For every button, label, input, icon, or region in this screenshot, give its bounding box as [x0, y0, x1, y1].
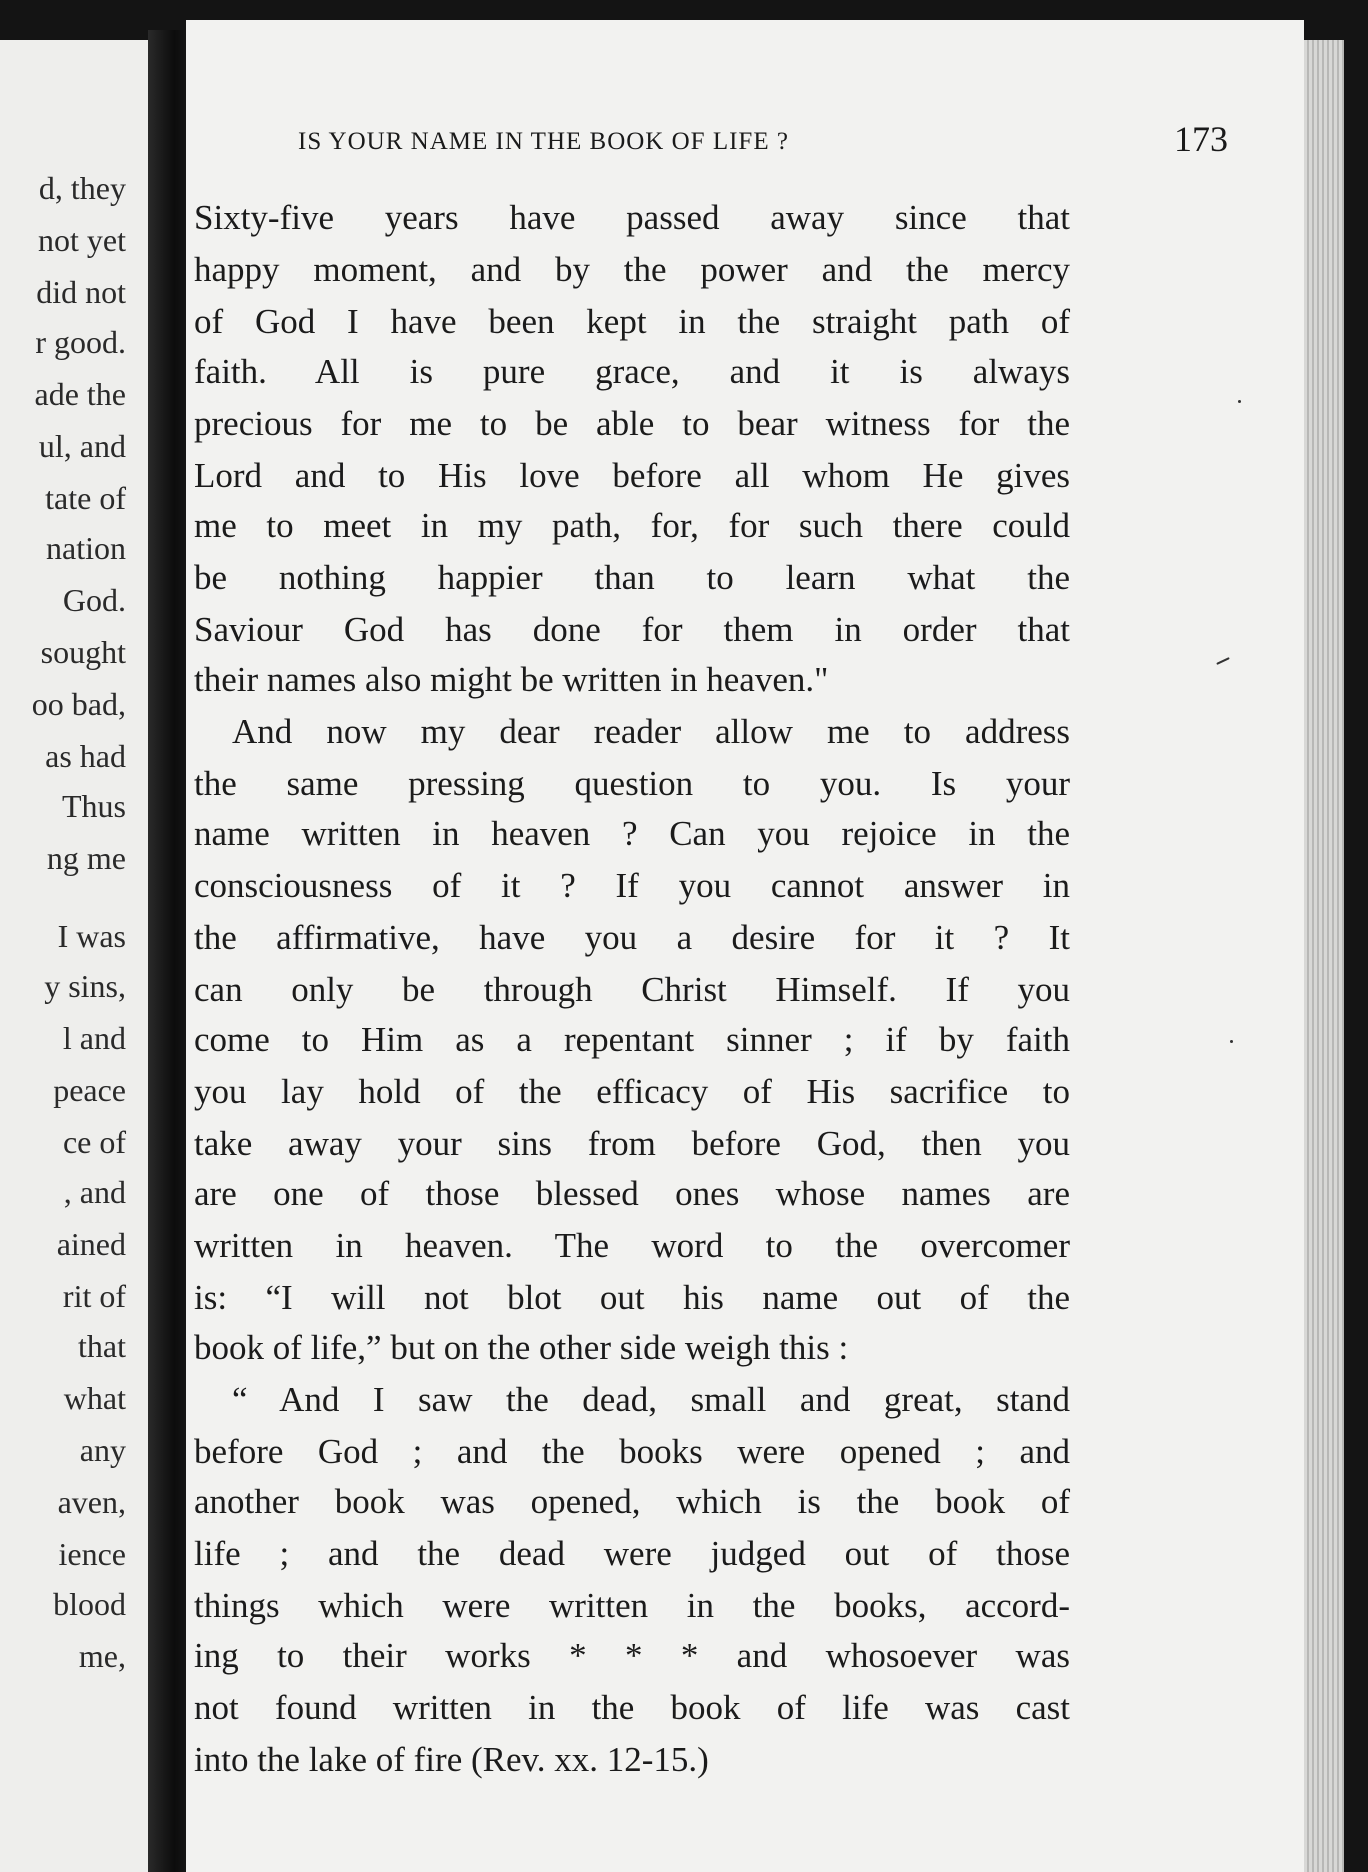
- body-line: written in heaven. The word to the overcomer: [194, 1226, 1070, 1265]
- body-line: you lay hold of the efficacy of His sacrifice to: [194, 1072, 1070, 1111]
- dust-speck: [1216, 657, 1230, 665]
- left-page-line: l and: [62, 1020, 126, 1056]
- body-line: “ And I saw the dead, small and great, stand: [232, 1380, 1070, 1419]
- body-line: into the lake of fire (Rev. xx. 12-15.): [194, 1740, 709, 1779]
- body-line: book of life,” but on the other side weigh this :: [194, 1328, 849, 1367]
- left-page-line: what: [63, 1380, 126, 1416]
- body-line: name written in heaven ? Can you rejoice in the: [194, 814, 1070, 853]
- left-page-line: blood: [53, 1586, 126, 1622]
- left-page-line: any: [79, 1432, 126, 1468]
- left-page-line: ce of: [62, 1124, 126, 1160]
- body-line: their names also might be written in heaven.": [194, 660, 829, 699]
- left-page-line: not yet: [38, 222, 126, 258]
- body-line: me to meet in my path, for, for such there could: [194, 506, 1070, 545]
- left-page-line: aven,: [57, 1484, 126, 1520]
- body-line: Lord and to His love before all whom He gives: [194, 456, 1070, 495]
- left-page-line: d, they: [38, 170, 126, 206]
- left-page-line: that: [78, 1328, 126, 1364]
- body-line: take away your sins from before God, then you: [194, 1124, 1070, 1163]
- page-header: [298, 116, 1258, 166]
- body-line: the same pressing question to you. Is your: [194, 764, 1070, 803]
- left-page-line: r good.: [35, 324, 126, 360]
- page-block-edge: [1304, 40, 1344, 1872]
- left-page-line: God.: [62, 582, 126, 618]
- left-facing-page: [0, 40, 150, 1872]
- body-line: Saviour God has done for them in order that: [194, 610, 1070, 649]
- body-line: are one of those blessed ones whose names are: [194, 1174, 1070, 1213]
- left-page-line: ul, and: [38, 428, 126, 464]
- left-page-line: y sins,: [44, 968, 126, 1004]
- left-page-line: sought: [40, 634, 126, 670]
- body-line: ing to their works * * * and whosoever was: [194, 1636, 1070, 1675]
- body-line: before God ; and the books were opened ; and: [194, 1432, 1070, 1471]
- body-line: of God I have been kept in the straight path of: [194, 302, 1070, 341]
- body-line: life ; and the dead were judged out of those: [194, 1534, 1070, 1573]
- right-page: [186, 20, 1304, 1872]
- left-page-line: tate of: [45, 480, 126, 516]
- left-page-line: oo bad,: [31, 686, 126, 722]
- body-line: faith. All is pure grace, and it is always: [194, 352, 1070, 391]
- body-line: things which were written in the books, accord-: [194, 1586, 1070, 1625]
- body-line: be nothing happier than to learn what the: [194, 558, 1070, 597]
- left-page-line: I was: [57, 918, 126, 954]
- dust-speck: [1230, 1040, 1233, 1043]
- body-line: another book was opened, which is the book of: [194, 1482, 1070, 1521]
- body-line: can only be through Christ Himself. If you: [194, 970, 1070, 1009]
- left-page-line: peace: [53, 1072, 126, 1108]
- left-page-line: ade the: [34, 376, 126, 412]
- left-page-line: rit of: [62, 1278, 126, 1314]
- left-page-line: ience: [58, 1536, 126, 1572]
- body-line: the affirmative, have you a desire for it ? It: [194, 918, 1070, 957]
- body-line: come to Him as a repentant sinner ; if by faith: [194, 1020, 1070, 1059]
- dust-speck: [1238, 400, 1241, 403]
- left-page-line: Thus: [62, 788, 126, 824]
- body-line: is: “I will not blot out his name out of the: [194, 1278, 1070, 1317]
- body-line: Sixty-five years have passed away since that: [194, 198, 1070, 237]
- left-page-line: ng me: [46, 840, 126, 876]
- body-line: consciousness of it ? If you cannot answer in: [194, 866, 1070, 905]
- body-line: not found written in the book of life was cast: [194, 1688, 1070, 1727]
- left-page-line: did not: [36, 274, 126, 310]
- running-title: IS YOUR NAME IN THE BOOK OF LIFE ?: [298, 128, 789, 155]
- left-page-line: ained: [56, 1226, 126, 1262]
- left-page-line: nation: [46, 530, 126, 566]
- body-line: precious for me to be able to bear witness for the: [194, 404, 1070, 443]
- left-page-line: , and: [63, 1174, 126, 1210]
- body-line: happy moment, and by the power and the mercy: [194, 250, 1070, 289]
- left-page-line: as had: [45, 738, 126, 774]
- page-number: 173: [1174, 119, 1228, 159]
- left-page-line: me,: [78, 1638, 126, 1674]
- body-line: And now my dear reader allow me to address: [232, 712, 1070, 751]
